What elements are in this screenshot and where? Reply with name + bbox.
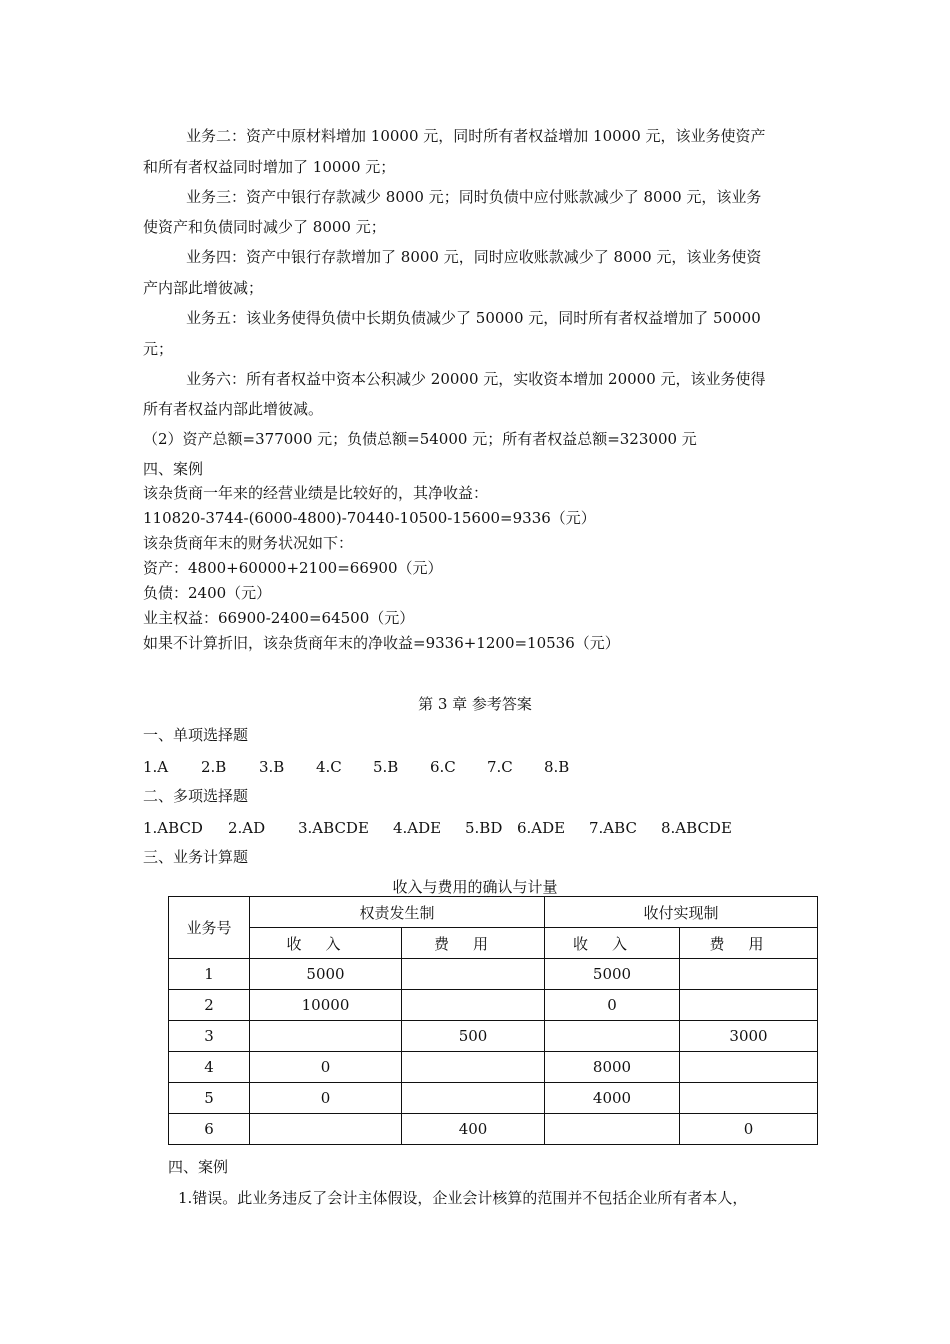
answer-item: 1.A <box>143 758 169 776</box>
table-cell: 400 <box>402 1114 545 1145</box>
table-cell <box>680 1083 818 1114</box>
table-row <box>169 1021 818 1052</box>
answer-item: 7.ABC <box>589 819 637 837</box>
table-cell <box>402 1052 545 1083</box>
table-cell: 3000 <box>680 1021 818 1052</box>
table-cell <box>680 959 818 990</box>
answer-item: 6.C <box>430 758 456 776</box>
table-cell: 0 <box>680 1114 818 1145</box>
chapter-title: 第 3 章 参考答案 <box>418 695 532 713</box>
header-cash-basis: 收付实现制 <box>545 897 818 928</box>
table-cell: 0 <box>250 1083 402 1114</box>
table-cell: 2 <box>169 990 250 1021</box>
formula-line: 资产：4800+60000+2100=66900（元） <box>143 559 443 577</box>
answer-item: 7.C <box>487 758 513 776</box>
header-expense: 费用 <box>680 928 818 959</box>
table-cell: 1 <box>169 959 250 990</box>
multiple-choice-answers <box>143 818 732 838</box>
table-cell <box>545 1021 680 1052</box>
table-cell <box>680 1052 818 1083</box>
table-cell <box>402 1083 545 1114</box>
answer-item: 3.B <box>259 758 285 776</box>
formula-line: 业主权益：66900-2400=64500（元） <box>143 609 415 627</box>
answer-item: 5.BD <box>465 819 503 837</box>
paragraph-line: 业务五：该业务使得负债中长期负债减少了 50000 元，同时所有者权益增加了 50000 <box>186 309 761 327</box>
table-row <box>169 959 818 990</box>
paragraph-line: 业务六：所有者权益中资本公积减少 20000 元，实收资本增加 20000 元，该业务使得 <box>186 370 766 388</box>
table-cell <box>250 1114 402 1145</box>
table-row <box>169 1114 818 1145</box>
table-cell <box>545 1114 680 1145</box>
table-title: 收入与费用的确认与计量 <box>392 878 558 896</box>
table-cell: 8000 <box>545 1052 680 1083</box>
paragraph-line: 该杂货商一年来的经营业绩是比较好的，其净收益： <box>143 484 489 502</box>
answer-item: 4.C <box>316 758 342 776</box>
answer-item: 2.B <box>201 758 227 776</box>
paragraph-line: 和所有者权益同时增加了 10000 元； <box>143 158 396 176</box>
paragraph-line: 产内部此增彼减； <box>143 279 264 297</box>
answer-item: 5.B <box>373 758 399 776</box>
table-cell <box>680 990 818 1021</box>
section-heading: 二、多项选择题 <box>143 787 249 805</box>
table-row <box>169 1052 818 1083</box>
table-cell: 10000 <box>250 990 402 1021</box>
header-business-no: 业务号 <box>169 897 250 959</box>
paragraph-line: 所有者权益内部此增彼减。 <box>143 400 324 418</box>
paragraph-line: 元； <box>143 340 174 358</box>
table-cell <box>402 959 545 990</box>
paragraph-line: 该杂货商年末的财务状况如下： <box>143 534 354 552</box>
answer-item: 1.ABCD <box>143 819 203 837</box>
paragraph-line: 业务四：资产中银行存款增加了 8000 元，同时应收账款减少了 8000 元，该业务使资 <box>186 248 762 266</box>
formula-line: 如果不计算折旧，该杂货商年末的净收益=9336+1200=10536（元） <box>143 634 620 652</box>
single-choice-answers <box>143 757 569 777</box>
header-income: 收入 <box>545 928 680 959</box>
table-cell: 5000 <box>250 959 402 990</box>
paragraph-line: 业务三：资产中银行存款减少 8000 元；同时负债中应付账款减少了 8000 元，该业务 <box>186 188 762 206</box>
table-cell: 0 <box>250 1052 402 1083</box>
table-cell <box>250 1021 402 1052</box>
header-income: 收入 <box>250 928 402 959</box>
table-row <box>169 1083 818 1114</box>
answer-item: 4.ADE <box>393 819 442 837</box>
table-cell: 6 <box>169 1114 250 1145</box>
table-cell: 4000 <box>545 1083 680 1114</box>
table-cell: 5000 <box>545 959 680 990</box>
table-cell: 0 <box>545 990 680 1021</box>
totals-line: （2）资产总额=377000 元；负债总额=54000 元；所有者权益总额=323000 元 <box>143 430 697 448</box>
section-heading: 三、业务计算题 <box>143 848 249 866</box>
paragraph-line: 业务二：资产中原材料增加 10000 元，同时所有者权益增加 10000 元，该业务使资产 <box>186 127 766 145</box>
table-cell <box>402 990 545 1021</box>
section-heading: 四、案例 <box>168 1158 229 1176</box>
formula-line: 110820-3744-(6000-4800)-70440-10500-15600=9336（元） <box>143 509 596 527</box>
header-accrual-basis: 权责发生制 <box>250 897 545 928</box>
header-expense: 费用 <box>402 928 545 959</box>
table-cell: 4 <box>169 1052 250 1083</box>
answer-item: 2.AD <box>228 819 266 837</box>
answer-item: 8.B <box>544 758 570 776</box>
revenue-expense-table <box>168 896 818 1145</box>
table-row <box>169 990 818 1021</box>
answer-item: 3.ABCDE <box>298 819 369 837</box>
table-cell: 5 <box>169 1083 250 1114</box>
formula-line: 负债：2400（元） <box>143 584 272 602</box>
paragraph-line: 使资产和负债同时减少了 8000 元； <box>143 218 386 236</box>
table-cell: 500 <box>402 1021 545 1052</box>
section-heading: 一、单项选择题 <box>143 726 249 744</box>
table-cell: 3 <box>169 1021 250 1052</box>
section-heading: 四、案例 <box>143 460 204 478</box>
paragraph-line: 1.错误。此业务违反了会计主体假设，企业会计核算的范围并不包括企业所有者本人， <box>178 1189 748 1207</box>
answer-item: 6.ADE <box>517 819 566 837</box>
answer-item: 8.ABCDE <box>661 819 732 837</box>
